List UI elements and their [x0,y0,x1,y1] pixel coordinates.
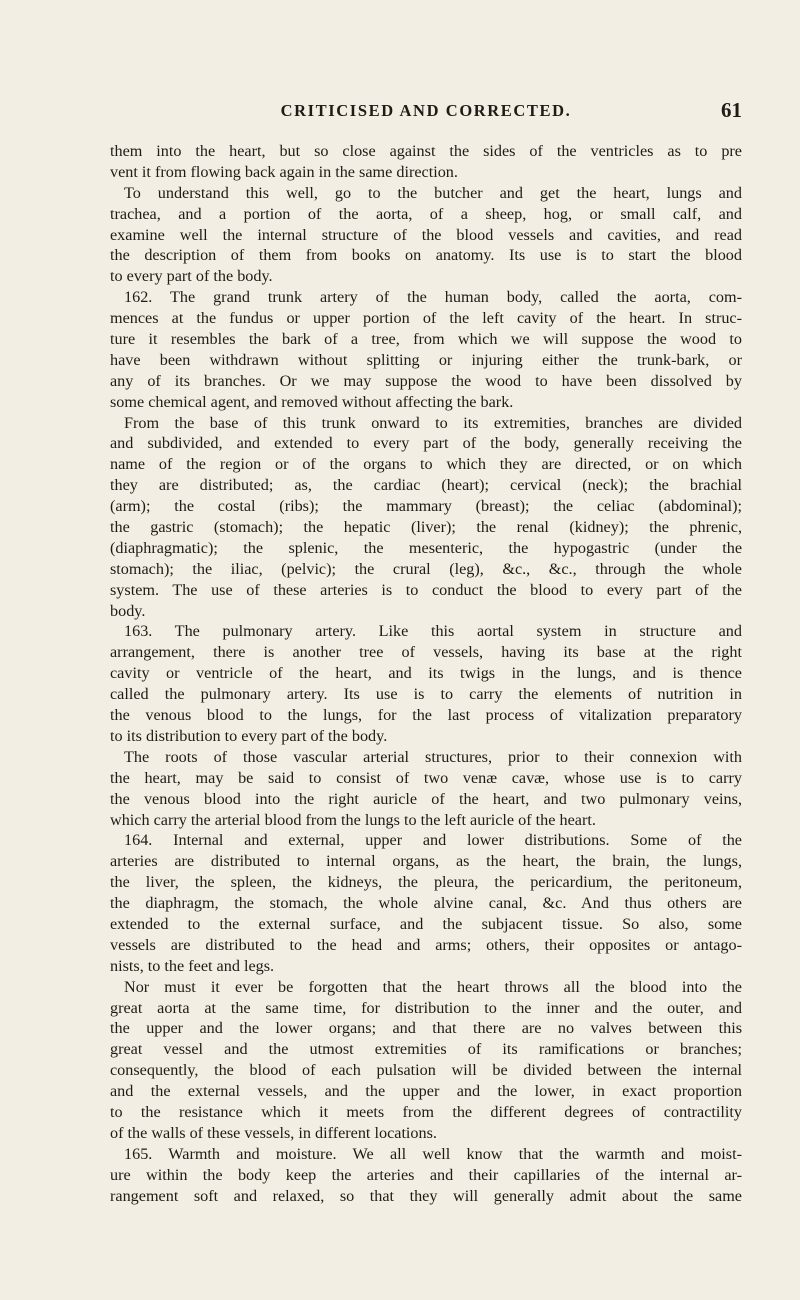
text-line: arteries are distributed to internal organs, as the heart, the brain, the lungs, [110,852,742,871]
text-line: ture it resembles the bark of a tree, from which we will suppose the wood to [110,330,742,349]
text-line: From the base of this trunk onward to its extremities, branches are divided [124,413,742,432]
text-line: the heart, may be said to consist of two venæ cavæ, whose use is to carry [110,768,742,787]
running-title: CRITICISED AND CORRECTED. [280,101,572,120]
text-line: (arm); the costal (ribs); the mammary (breast); the celiac (abdominal); [110,497,742,516]
text-line: To understand this well, go to the butcher and get the heart, lungs and [124,183,742,202]
text-line: have been withdrawn without splitting or injuring either the trunk-bark, or [110,350,742,369]
text-line: name of the region or of the organs to which they are directed, or on which [110,455,742,474]
text-line: to its distribution to every part of the body. [110,726,388,745]
text-line: nists, to the feet and legs. [110,956,275,975]
text-line: 165. Warmth and moisture. We all well know that the warmth and moist- [124,1144,742,1163]
text-line: 164. Internal and external, upper and lower distributions. Some of the [124,831,742,850]
text-line: rangement soft and relaxed, so that they will generally admit about the same [110,1186,742,1205]
text-line: examine well the internal structure of the blood vessels and cavities, and read [110,225,742,244]
text-line: arrangement, there is another tree of vessels, having its base at the right [110,643,742,662]
text-line: they are distributed; as, the cardiac (heart); cervical (neck); the brachial [110,476,742,495]
text-line: the description of them from books on anatomy. Its use is to start the blood [110,246,742,265]
text-line: Nor must it ever be forgotten that the heart throws all the blood into the [124,977,742,996]
body-text [110,141,742,1206]
text-line: to every part of the body. [110,267,273,286]
text-line: the venous blood to the lungs, for the last process of vitalization preparatory [110,706,742,725]
text-line: trachea, and a portion of the aorta, of a sheep, hog, or small calf, and [110,204,742,223]
text-line: of the walls of these vessels, in different locations. [110,1123,437,1142]
text-line: any of its branches. Or we may suppose the wood to have been dissolved by [110,371,742,390]
text-line: some chemical agent, and removed without affecting the bark. [110,392,514,411]
text-line: stomach); the iliac, (pelvic); the crural (leg), &c., &c., through the whole [110,559,742,578]
text-line: extended to the external surface, and the subjacent tissue. So also, some [110,914,742,933]
text-line: to the resistance which it meets from the different degrees of contractility [110,1102,742,1121]
text-line: great vessel and the utmost extremities of its ramifications or branches; [110,1040,742,1059]
text-line: mences at the fundus or upper portion of the left cavity of the heart. In struc- [110,309,742,328]
text-line: the liver, the spleen, the kidneys, the pleura, the pericardium, the peritoneum, [110,873,742,892]
text-line: cavity or ventricle of the heart, and its twigs in the lungs, and is thence [110,664,742,683]
text-line: called the pulmonary artery. Its use is to carry the elements of nutrition in [110,685,742,704]
text-line: and the external vessels, and the upper and the lower, in exact proportion [110,1082,742,1101]
text-line: system. The use of these arteries is to conduct the blood to every part of the [110,580,742,599]
text-line: them into the heart, but so close against the sides of the ventricles as to pre [110,142,742,160]
text-line: consequently, the blood of each pulsation will be divided between the internal [110,1061,742,1080]
text-line: 163. The pulmonary artery. Like this aortal system in structure and [124,622,742,641]
text-line: The roots of those vascular arterial structures, prior to their connexion with [124,747,742,766]
text-line: the diaphragm, the stomach, the whole alvine canal, &c. And thus others are [110,894,742,913]
text-line: body. [110,601,146,620]
text-line: the upper and the lower organs; and that there are no valves between this [110,1019,742,1038]
page-number: 61 [721,98,742,122]
text-line: great aorta at the same time, for distribution to the inner and the outer, and [110,998,742,1017]
text-line: the gastric (stomach); the hepatic (liver); the renal (kidney); the phrenic, [110,518,742,537]
text-line: vessels are distributed to the head and arms; others, their opposites or antago- [110,935,742,954]
text-line: (diaphragmatic); the splenic, the mesenteric, the hypogastric (under the [110,538,742,557]
text-line: which carry the arterial blood from the lungs to the left auricle of the heart. [110,810,596,829]
text-line: vent it from flowing back again in the same direction. [110,162,458,181]
text-line: and subdivided, and extended to every part of the body, generally receiving the [110,434,742,453]
running-head [110,98,742,123]
text-line: 162. The grand trunk artery of the human body, called the aorta, com- [124,288,742,307]
text-line: ure within the body keep the arteries and their capillaries of the internal ar- [110,1165,742,1184]
text-line: the venous blood into the right auricle of the heart, and two pulmonary veins, [110,789,742,808]
